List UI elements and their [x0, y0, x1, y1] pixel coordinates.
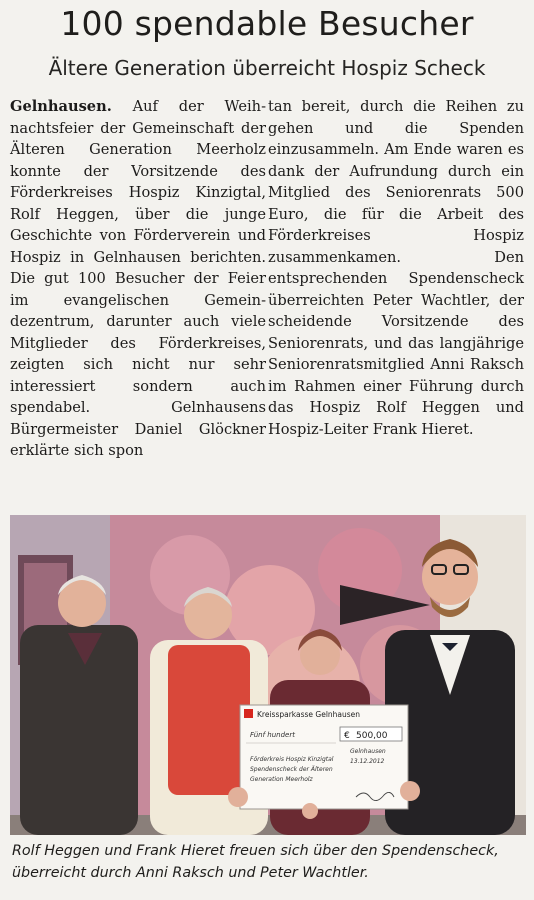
subheadline: Ältere Generation überreicht Hospiz Scheck: [48, 56, 486, 80]
check-amount-words: Fünf hundert: [250, 731, 295, 739]
body-text-left: Auf der Weihnachtsfeier der Gemeinschaft der Älteren Generation Meerholz konnte der Vorsitzende des Förderkreises Hospiz Kinzigtal, Rolf Heggen, über die junge Geschichte von Förderverein und Hospiz in Gelnhausen berichten. Die gut 100 Besucher der Feier im evangelischen Gemeindezentrum, darunter auch viele Mitglieder des Förderkreises, zeigten sich nicht nur sehr interessiert sondern auch spendabel. Gelnhausens Bürgermeister Daniel Glöckner erklärte sich spon: [10, 98, 266, 459]
check-payee-2: Spendenscheck der Älteren: [250, 766, 333, 773]
check-date: 13.12.2012: [350, 758, 385, 765]
headline: 100 spendable Besucher: [60, 4, 474, 43]
photo-illustration: [10, 515, 526, 835]
body-text-right: tan bereit, durch die Reihen zu gehen und die Spenden einzusammeln. Am Ende waren es dank der Aufrundung durch ein Mitglied des Seniorenrats 500 Euro, die für die Arbeit des Förderkreises Hospiz zusammenkamen. Den entsprechenden Spendenscheck überreichten Peter Wachtler, der scheidende Vorsitzende des Seniorenrats, und das langjährige Seniorenratsmitglied Anni Raksch im Rahmen einer Führung durch das Hospiz Rolf Heggen und Hospiz-Leiter Frank Hieret.: [268, 98, 524, 438]
article-column-left: [10, 96, 266, 462]
check-payee-3: Generation Meerholz: [250, 776, 313, 783]
check-bank: Kreissparkasse Gelnhausen: [257, 710, 361, 719]
article-column-right: [268, 96, 524, 440]
photo-caption: Rolf Heggen und Frank Hieret freuen sich über den Spendenscheck, überreicht durch Anni Raksch und Peter Wachtler.: [12, 843, 499, 881]
check-amount: 500,00: [356, 731, 388, 741]
dateline: Gelnhausen.: [10, 98, 112, 115]
check-currency: €: [344, 731, 350, 741]
check-city: Gelnhausen: [350, 748, 386, 755]
article-photo: [10, 515, 526, 835]
check-payee-1: Förderkreis Hospiz Kinzigtal: [250, 756, 334, 763]
spendenscheck: [240, 705, 408, 809]
